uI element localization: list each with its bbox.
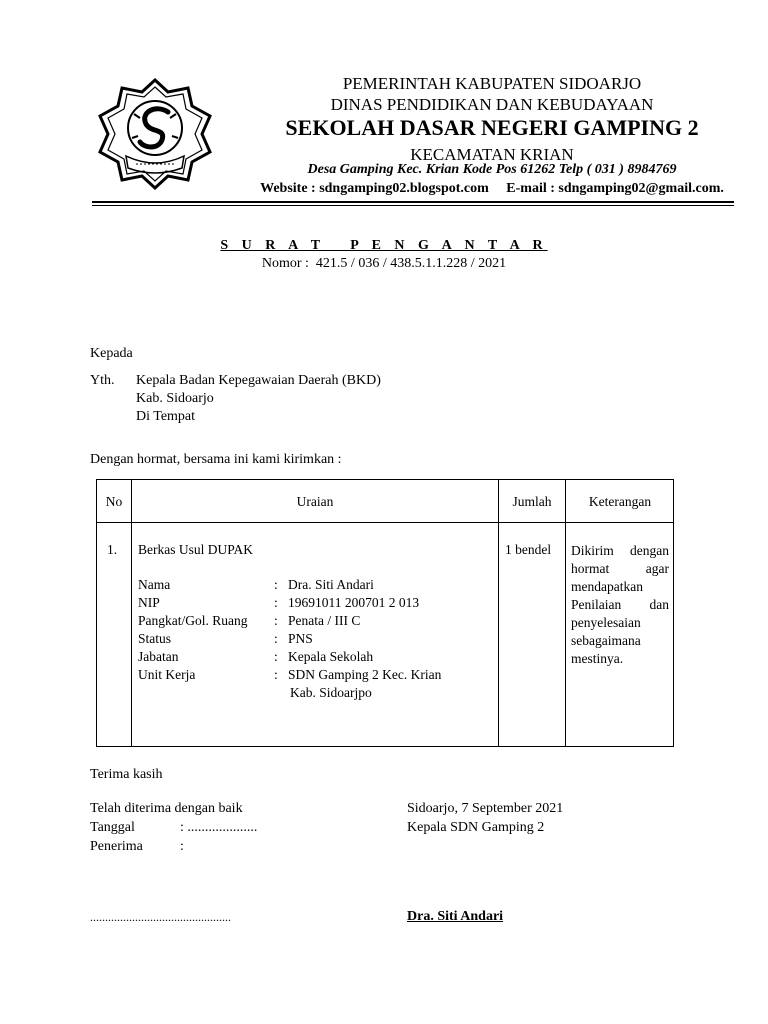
- row-jumlah: 1 bendel: [505, 542, 552, 557]
- signatory-position: Kepala SDN Gamping 2: [407, 820, 545, 835]
- table-col-divider: [498, 480, 499, 746]
- header-no: No: [105, 494, 123, 509]
- detail-colon: :: [274, 667, 278, 682]
- detail-colon: :: [274, 577, 278, 592]
- recipient-line-1: Kepala Badan Kepegawaian Daerah (BKD): [136, 373, 381, 388]
- regency-emblem-logo: [96, 78, 214, 190]
- letterhead-school-name: SEKOLAH DASAR NEGERI GAMPING 2: [285, 115, 699, 140]
- letter-title: [0, 238, 768, 254]
- tanggal-label: Tanggal: [90, 820, 135, 835]
- detail-label: Unit Kerja: [138, 667, 196, 682]
- keterangan-line: penyelesaian: [571, 615, 641, 630]
- detail-value: SDN Gamping 2 Kec. Krian: [288, 667, 442, 682]
- keterangan-line: mendapatkan: [571, 579, 643, 594]
- keterangan-line: Penilaian dan: [571, 597, 669, 612]
- letterhead-rule-thick: [92, 201, 734, 203]
- keterangan-line: hormat agar: [571, 561, 669, 576]
- detail-value: 19691011 200701 2 013: [288, 595, 420, 610]
- header-keterangan: Keterangan: [588, 494, 652, 509]
- detail-value: Dra. Siti Andari: [288, 577, 374, 592]
- table-col-divider: [565, 480, 566, 746]
- detail-value: Penata / III C: [288, 613, 361, 628]
- document-table: [96, 479, 674, 747]
- detail-colon: :: [274, 649, 278, 664]
- opening-sentence: Dengan hormat, bersama ini kami kirimkan :: [90, 452, 342, 467]
- recipient-line-2: Kab. Sidoarjo: [136, 391, 214, 406]
- receiver-signature-line: ...............................................: [90, 910, 231, 924]
- row-number: 1.: [107, 542, 118, 557]
- keterangan-line: mestinya.: [571, 651, 624, 666]
- recipient-line-3: Di Tempat: [136, 409, 196, 424]
- table-col-divider: [131, 480, 132, 746]
- detail-value: Kepala Sekolah: [288, 649, 374, 664]
- letterhead-address: Desa Gamping Kec. Krian Kode Pos 61262 Telp ( 031 ) 8984769: [307, 162, 677, 177]
- kepada-label: Kepada: [90, 346, 133, 361]
- letterhead-rule-thin: [92, 205, 734, 206]
- detail-value-continued: Kab. Sidoarjpo: [290, 685, 372, 700]
- row-item: Berkas Usul DUPAK: [138, 542, 254, 557]
- header-jumlah: Jumlah: [512, 494, 552, 509]
- tanggal-value: : ....................: [180, 820, 258, 835]
- letter-number: Nomor : 421.5 / 036 / 438.5.1.1.228 / 2021: [261, 256, 507, 271]
- emblem-icon: [96, 78, 214, 190]
- letterhead-government: PEMERINTAH KABUPATEN SIDOARJO: [342, 74, 642, 93]
- penerima-label: Penerima: [90, 839, 143, 854]
- detail-label: Jabatan: [138, 649, 179, 664]
- signatory-name: Dra. Siti Andari: [407, 909, 504, 924]
- detail-colon: :: [274, 595, 278, 610]
- row-keterangan: [571, 542, 669, 668]
- letter-title-text: S U R A T P E N G A N T A R: [220, 238, 548, 253]
- detail-label: Pangkat/Gol. Ruang: [138, 613, 248, 628]
- place-date: Sidoarjo, 7 September 2021: [407, 801, 564, 816]
- letterhead-department: DINAS PENDIDIKAN DAN KEBUDAYAAN: [330, 95, 654, 114]
- detail-colon: :: [274, 631, 278, 646]
- table-header-divider: [97, 522, 673, 523]
- keterangan-line: Dikirim dengan: [571, 543, 669, 558]
- detail-label: Nama: [138, 577, 171, 592]
- header-uraian: Uraian: [296, 494, 334, 509]
- yth-label: Yth.: [90, 373, 115, 388]
- penerima-value: :: [180, 839, 184, 854]
- detail-colon: :: [274, 613, 278, 628]
- received-text: Telah diterima dengan baik: [90, 801, 243, 816]
- detail-label: NIP: [138, 595, 160, 610]
- thanks-text: Terima kasih: [90, 767, 163, 782]
- letterhead-contact: Website : sdngamping02.blogspot.com E-mail : sdngamping02@gmail.com.: [260, 181, 724, 196]
- keterangan-line: sebagaimana: [571, 633, 641, 648]
- detail-label: Status: [138, 631, 172, 646]
- detail-value: PNS: [288, 631, 313, 646]
- letterhead-district: KECAMATAN KRIAN: [410, 145, 574, 164]
